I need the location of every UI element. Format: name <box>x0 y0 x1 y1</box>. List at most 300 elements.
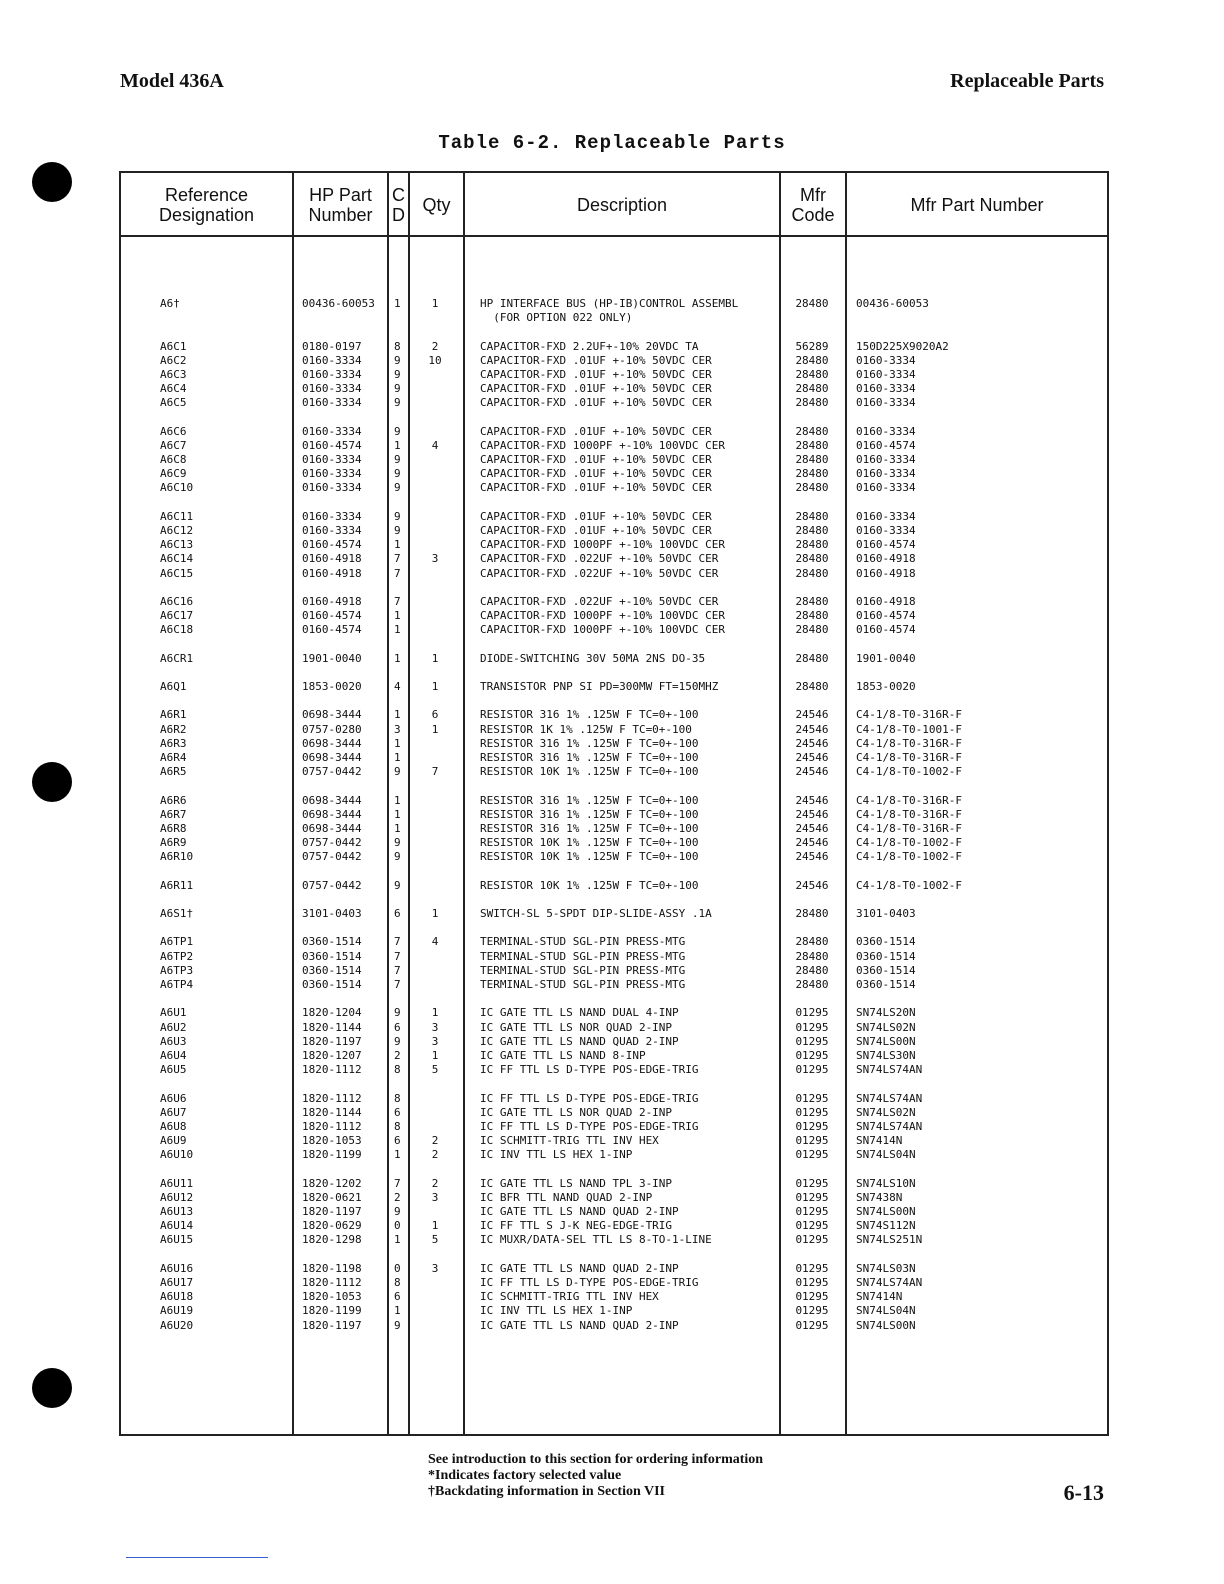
description-cell: SWITCH-SL 5-SPDT DIP-SLIDE-ASSY .1A <box>480 907 712 921</box>
description-cell: CAPACITOR-FXD .01UF +-10% 50VDC CER <box>480 424 712 438</box>
mfr-part-cell: SN74S112N <box>856 1219 916 1233</box>
cd-cell: 7 <box>394 963 401 977</box>
mfr-part-cell: 0160-3334 <box>856 524 916 537</box>
cd-cell: 1 <box>394 1233 401 1247</box>
hp-part-cell: 0160-4574 <box>302 538 362 552</box>
cd-cell: 7 <box>394 935 401 949</box>
mfr-code-cell: 28480 <box>795 438 829 452</box>
hp-part-cell: 0757-0442 <box>302 836 362 850</box>
hp-part-cell: 0757-0442 <box>302 765 362 779</box>
table-row <box>0 1290 1224 1304</box>
description-cell: CAPACITOR-FXD .01UF +-10% 50VDC CER <box>480 396 712 410</box>
cd-cell: 6 <box>394 1105 401 1119</box>
table-row <box>0 1035 1224 1049</box>
description-cell: IC FF TTL LS D-TYPE POS-EDGE-TRIG <box>480 1063 699 1077</box>
ref-cell: A6R6 <box>160 793 187 807</box>
mfr-code-cell: 01295 <box>795 1091 829 1105</box>
ref-cell: A6C7 <box>160 438 187 452</box>
table-row <box>0 879 1224 893</box>
qty-cell: 1 <box>431 297 439 310</box>
description-cell: CAPACITOR-FXD 1000PF +-10% 100VDC CER <box>480 609 726 623</box>
col-header-qty: Qty <box>422 195 451 215</box>
mfr-part-cell: SN74LS00N <box>856 1034 916 1048</box>
cd-cell: 9 <box>394 481 401 495</box>
description-cell: RESISTOR 316 1% .125W F TC=0+-100 <box>480 708 699 722</box>
description-cell: DIODE-SWITCHING 30V 50MA 2NS DO-35 <box>480 651 706 665</box>
cd-cell: 9 <box>394 396 401 410</box>
mfr-code-cell: 28480 <box>795 623 829 637</box>
mfr-code-cell: 01295 <box>795 1275 829 1289</box>
description-cell: RESISTOR 316 1% .125W F TC=0+-100 <box>480 751 699 764</box>
mfr-code-cell: 01295 <box>795 1105 829 1119</box>
description-cell: CAPACITOR-FXD .01UF +-10% 50VDC CER <box>480 481 712 495</box>
cd-cell: 1 <box>394 1304 401 1318</box>
cd-cell: 1 <box>394 438 401 452</box>
mfr-part-cell: 150D225X9020A2 <box>856 339 949 353</box>
col-header-reference: Reference Designation <box>158 185 255 225</box>
ref-cell: A6U16 <box>160 1261 194 1275</box>
footnote-ordering: See introduction to this section for ordering information <box>428 1452 764 1467</box>
description-cell: IC FF TTL LS D-TYPE POS-EDGE-TRIG <box>480 1275 699 1289</box>
description-cell: IC GATE TTL LS NAND QUAD 2-INP <box>480 1034 679 1048</box>
qty-cell: 1 <box>431 722 439 736</box>
qty-cell: 5 <box>431 1063 439 1077</box>
mfr-part-cell: SN7414N <box>856 1134 903 1148</box>
hp-part-cell: 1820-0621 <box>302 1190 362 1204</box>
ref-cell: A6R8 <box>160 821 187 835</box>
table-row <box>0 425 1224 439</box>
description-cell: CAPACITOR-FXD .01UF +-10% 50VDC CER <box>480 353 712 367</box>
mfr-code-cell: 24546 <box>795 821 829 835</box>
hp-part-cell: 0160-4574 <box>302 623 362 637</box>
mfr-part-cell: 1853-0020 <box>856 680 916 694</box>
mfr-part-cell: SN74LS02N <box>856 1105 916 1119</box>
description-cell: TERMINAL-STUD SGL-PIN PRESS-MTG <box>480 949 686 963</box>
mfr-part-cell: 1901-0040 <box>856 651 916 665</box>
ref-cell: A6U6 <box>160 1091 187 1105</box>
hp-part-cell: 0757-0280 <box>302 722 362 736</box>
table-row <box>0 382 1224 396</box>
qty-cell: 2 <box>431 339 439 353</box>
ref-cell: A6C13 <box>160 538 194 552</box>
mfr-code-cell: 24546 <box>795 765 829 779</box>
description-cell: TRANSISTOR PNP SI PD=300MW FT=150MHZ <box>480 680 719 694</box>
hp-part-cell: 1820-1202 <box>302 1176 362 1190</box>
hp-part-cell: 1820-1204 <box>302 1006 362 1020</box>
mfr-code-cell: 24546 <box>795 751 829 764</box>
ref-cell: A6C4 <box>160 382 187 396</box>
binder-hole-bottom <box>32 1368 72 1408</box>
hp-part-cell: 1820-1112 <box>302 1063 362 1077</box>
hp-part-cell: 0160-3334 <box>302 509 362 523</box>
table-row <box>0 723 1224 737</box>
hp-part-cell: 1820-1053 <box>302 1290 362 1304</box>
mfr-part-cell: C4-1/8-T0-1002-F <box>856 850 962 864</box>
qty-cell: 2 <box>431 1148 439 1162</box>
cd-cell: 1 <box>394 538 401 552</box>
mfr-code-cell: 01295 <box>795 1261 829 1275</box>
description-cell: CAPACITOR-FXD .022UF +-10% 50VDC CER <box>480 594 719 608</box>
table-row <box>0 1092 1224 1106</box>
table-row <box>0 1120 1224 1134</box>
mfr-part-cell: SN74LS20N <box>856 1006 916 1020</box>
ref-cell: A6Q1 <box>160 680 187 694</box>
ref-cell: A6R4 <box>160 751 187 764</box>
description-cell: CAPACITOR-FXD 1000PF +-10% 100VDC CER <box>480 623 726 637</box>
model-header: Model 436A <box>120 70 224 92</box>
hp-part-cell: 1853-0020 <box>302 680 362 694</box>
cd-cell: 1 <box>394 651 401 665</box>
mfr-part-cell: 0160-3334 <box>856 509 916 523</box>
hp-part-cell: 0160-3334 <box>302 467 362 481</box>
hp-part-cell: 00436-60053 <box>302 297 375 310</box>
ref-cell: A6U7 <box>160 1105 187 1119</box>
hp-part-cell: 0160-4918 <box>302 594 362 608</box>
hp-part-cell: 1820-1053 <box>302 1134 362 1148</box>
table-row <box>0 765 1224 779</box>
hp-part-cell: 0160-3334 <box>302 481 362 495</box>
cd-cell: 3 <box>394 722 401 736</box>
mfr-code-cell: 28480 <box>795 524 829 537</box>
col-header-description: Description <box>576 195 668 215</box>
ref-cell: A6C3 <box>160 367 187 381</box>
header-divider <box>121 235 1107 237</box>
footnote-factory-selected: *Indicates factory selected value <box>428 1468 622 1483</box>
mfr-part-cell: C4-1/8-T0-1002-F <box>856 765 962 779</box>
description-cell: CAPACITOR-FXD 2.2UF+-10% 20VDC TA <box>480 339 699 353</box>
table-row <box>0 850 1224 864</box>
mfr-part-cell: 0160-3334 <box>856 424 916 438</box>
description-cell: RESISTOR 316 1% .125W F TC=0+-100 <box>480 793 699 807</box>
mfr-code-cell: 28480 <box>795 538 829 552</box>
ref-cell: A6R2 <box>160 722 187 736</box>
table-row <box>0 1021 1224 1035</box>
table-row <box>0 1233 1224 1247</box>
ref-cell: A6U15 <box>160 1233 194 1247</box>
table-row <box>0 680 1224 694</box>
table-row <box>0 368 1224 382</box>
hp-part-cell: 0360-1514 <box>302 963 362 977</box>
ref-cell: A6C10 <box>160 481 194 495</box>
cd-cell: 7 <box>394 949 401 963</box>
description-cell: CAPACITOR-FXD .01UF +-10% 50VDC CER <box>480 524 712 537</box>
cd-cell: 9 <box>394 1006 401 1020</box>
ref-cell: A6C16 <box>160 594 194 608</box>
mfr-code-cell: 28480 <box>795 963 829 977</box>
hp-part-cell: 0160-4918 <box>302 566 362 580</box>
hp-part-cell: 0160-3334 <box>302 353 362 367</box>
qty-cell: 4 <box>431 438 439 452</box>
hp-part-cell: 1820-0629 <box>302 1219 362 1233</box>
hp-part-cell: 3101-0403 <box>302 907 362 921</box>
cd-cell: 8 <box>394 1063 401 1077</box>
table-row <box>0 1134 1224 1148</box>
cd-cell: 9 <box>394 1034 401 1048</box>
description-cell: CAPACITOR-FXD .01UF +-10% 50VDC CER <box>480 382 712 396</box>
table-row <box>0 1276 1224 1290</box>
description-cell: IC FF TTL S J-K NEG-EDGE-TRIG <box>480 1219 673 1233</box>
description-cell: IC SCHMITT-TRIG TTL INV HEX <box>480 1290 659 1304</box>
cd-cell: 7 <box>394 1176 401 1190</box>
table-row <box>0 822 1224 836</box>
qty-cell: 3 <box>431 1190 439 1204</box>
mfr-part-cell: 0160-3334 <box>856 481 916 495</box>
ref-cell: A6U5 <box>160 1063 187 1077</box>
hp-part-cell: 0160-4574 <box>302 609 362 623</box>
mfr-part-cell: 00436-60053 <box>856 297 929 310</box>
hp-part-cell: 0360-1514 <box>302 935 362 949</box>
ref-cell: A6C9 <box>160 467 187 481</box>
ref-cell: A6U20 <box>160 1318 194 1332</box>
cd-cell: 7 <box>394 978 401 991</box>
mfr-part-cell: C4-1/8-T0-316R-F <box>856 736 962 750</box>
mfr-code-cell: 01295 <box>795 1190 829 1204</box>
description-cell: RESISTOR 1K 1% .125W F TC=0+-100 <box>480 722 692 736</box>
ref-cell: A6R3 <box>160 736 187 750</box>
hp-part-cell: 0160-3334 <box>302 524 362 537</box>
table-row <box>0 552 1224 566</box>
description-cell: RESISTOR 316 1% .125W F TC=0+-100 <box>480 821 699 835</box>
table-row <box>0 1319 1224 1333</box>
table-row <box>0 595 1224 609</box>
cd-cell: 8 <box>394 1091 401 1105</box>
ref-cell: A6C5 <box>160 396 187 410</box>
hp-part-cell: 1820-1112 <box>302 1091 362 1105</box>
table-row <box>0 1304 1224 1318</box>
cd-cell: 8 <box>394 1119 401 1133</box>
mfr-code-cell: 01295 <box>795 1219 829 1233</box>
mfr-part-cell: 0360-1514 <box>856 978 916 991</box>
description-cell: TERMINAL-STUD SGL-PIN PRESS-MTG <box>480 978 686 991</box>
mfr-code-cell: 28480 <box>795 353 829 367</box>
table-row <box>0 652 1224 666</box>
table-row <box>0 751 1224 765</box>
ref-cell: A6U14 <box>160 1219 194 1233</box>
table-row <box>0 737 1224 751</box>
hp-part-cell: 1820-1144 <box>302 1105 362 1119</box>
hp-part-cell: 1820-1198 <box>302 1261 362 1275</box>
ref-cell: A6U9 <box>160 1134 187 1148</box>
mfr-code-cell: 28480 <box>795 453 829 467</box>
table-row <box>0 907 1224 921</box>
hp-part-cell: 1820-1197 <box>302 1205 362 1218</box>
description-cell: IC GATE TTL LS NOR QUAD 2-INP <box>480 1020 673 1034</box>
mfr-part-cell: 3101-0403 <box>856 907 916 921</box>
cd-cell: 9 <box>394 382 401 396</box>
description-cell: RESISTOR 10K 1% .125W F TC=0+-100 <box>480 850 699 864</box>
description-cell: IC GATE TTL LS NAND QUAD 2-INP <box>480 1318 679 1332</box>
mfr-part-cell: C4-1/8-T0-316R-F <box>856 821 962 835</box>
col-header-mfr-part: Mfr Part Number <box>910 195 1044 215</box>
table-row <box>0 1219 1224 1233</box>
hp-part-cell: 0698-3444 <box>302 807 362 821</box>
table-row <box>0 1106 1224 1120</box>
cd-cell: 9 <box>394 424 401 438</box>
mfr-code-cell: 28480 <box>795 949 829 963</box>
mfr-code-cell: 24546 <box>795 878 829 892</box>
table-row <box>0 354 1224 368</box>
mfr-code-cell: 24546 <box>795 850 829 864</box>
table-row <box>0 1191 1224 1205</box>
cd-cell: 9 <box>394 353 401 367</box>
table-row <box>0 510 1224 524</box>
mfr-code-cell: 01295 <box>795 1063 829 1077</box>
mfr-code-cell: 24546 <box>795 836 829 850</box>
cd-cell: 1 <box>394 793 401 807</box>
cd-cell: 6 <box>394 1020 401 1034</box>
mfr-part-cell: SN74LS74AN <box>856 1063 923 1077</box>
mfr-code-cell: 28480 <box>795 935 829 949</box>
description-cell: IC GATE TTL LS NAND QUAD 2-INP <box>480 1261 679 1275</box>
description-cell: TERMINAL-STUD SGL-PIN PRESS-MTG <box>480 935 686 949</box>
table-row <box>0 1177 1224 1191</box>
description-cell: RESISTOR 316 1% .125W F TC=0+-100 <box>480 736 699 750</box>
mfr-code-cell: 01295 <box>795 1176 829 1190</box>
table-row <box>0 439 1224 453</box>
ref-cell: A6U4 <box>160 1048 187 1062</box>
mfr-part-cell: 0160-4918 <box>856 566 916 580</box>
mfr-part-cell: 0160-3334 <box>856 467 916 481</box>
ref-cell: A6R5 <box>160 765 187 779</box>
mfr-part-cell: 0160-4918 <box>856 552 916 566</box>
qty-cell: 1 <box>431 1006 439 1020</box>
table-row <box>0 1205 1224 1219</box>
table-row <box>0 836 1224 850</box>
description-cell: IC MUXR/DATA-SEL TTL LS 8-TO-1-LINE <box>480 1233 712 1247</box>
ref-cell: A6C8 <box>160 453 187 467</box>
cd-cell: 1 <box>394 297 401 310</box>
table-row <box>0 311 1224 325</box>
qty-cell: 3 <box>431 1261 439 1275</box>
mfr-part-cell: SN74LS02N <box>856 1020 916 1034</box>
mfr-code-cell: 28480 <box>795 467 829 481</box>
cd-cell: 9 <box>394 367 401 381</box>
mfr-part-cell: SN74LS00N <box>856 1205 916 1218</box>
table-row <box>0 1049 1224 1063</box>
ref-cell: A6U12 <box>160 1190 194 1204</box>
scan-underline <box>126 1557 268 1558</box>
table-row <box>0 1006 1224 1020</box>
mfr-part-cell: 0160-4574 <box>856 609 916 623</box>
ref-cell: A6C1 <box>160 339 187 353</box>
table-row <box>0 623 1224 637</box>
mfr-code-cell: 01295 <box>795 1034 829 1048</box>
mfr-part-cell: SN74LS00N <box>856 1318 916 1332</box>
cd-cell: 1 <box>394 708 401 722</box>
table-row <box>0 978 1224 992</box>
hp-part-cell: 1820-1197 <box>302 1318 362 1332</box>
col-header-mfr-code: Mfr Code <box>791 185 835 225</box>
qty-cell: 2 <box>431 1176 439 1190</box>
table-row <box>0 935 1224 949</box>
ref-cell: A6U17 <box>160 1275 194 1289</box>
cd-cell: 6 <box>394 1290 401 1304</box>
cd-cell: 4 <box>394 680 401 694</box>
qty-cell: 1 <box>431 1048 439 1062</box>
description-cell: CAPACITOR-FXD .01UF +-10% 50VDC CER <box>480 509 712 523</box>
ref-cell: A6U8 <box>160 1119 187 1133</box>
ref-cell: A6U18 <box>160 1290 194 1304</box>
ref-cell: A6C15 <box>160 566 194 580</box>
hp-part-cell: 1820-1112 <box>302 1275 362 1289</box>
ref-cell: A6R9 <box>160 836 187 850</box>
ref-cell: A6TP4 <box>160 978 194 991</box>
ref-cell: A6R7 <box>160 807 187 821</box>
ref-cell: A6C2 <box>160 353 187 367</box>
mfr-code-cell: 28480 <box>795 552 829 566</box>
mfr-code-cell: 28480 <box>795 594 829 608</box>
section-header: Replaceable Parts <box>950 70 1104 92</box>
mfr-part-cell: SN7414N <box>856 1290 903 1304</box>
cd-cell: 8 <box>394 1275 401 1289</box>
mfr-code-cell: 28480 <box>795 978 829 991</box>
qty-cell: 3 <box>431 552 439 566</box>
cd-cell: 7 <box>394 566 401 580</box>
table-title: Table 6-2. Replaceable Parts <box>438 132 786 154</box>
table-row <box>0 964 1224 978</box>
ref-cell: A6† <box>160 297 180 310</box>
table-row <box>0 708 1224 722</box>
description-cell: IC BFR TTL NAND QUAD 2-INP <box>480 1190 653 1204</box>
description-cell: CAPACITOR-FXD .022UF +-10% 50VDC CER <box>480 566 719 580</box>
mfr-code-cell: 28480 <box>795 382 829 396</box>
hp-part-cell: 0698-3444 <box>302 736 362 750</box>
cd-cell: 9 <box>394 1205 401 1218</box>
cd-cell: 9 <box>394 524 401 537</box>
description-cell: RESISTOR 10K 1% .125W F TC=0+-100 <box>480 765 699 779</box>
description-cell: IC INV TTL LS HEX 1-INP <box>480 1148 633 1162</box>
mfr-code-cell: 01295 <box>795 1134 829 1148</box>
cd-cell: 1 <box>394 1148 401 1162</box>
mfr-code-cell: 01295 <box>795 1148 829 1162</box>
table-row <box>0 567 1224 581</box>
ref-cell: A6C18 <box>160 623 194 637</box>
description-cell: RESISTOR 10K 1% .125W F TC=0+-100 <box>480 836 699 850</box>
mfr-part-cell: 0360-1514 <box>856 949 916 963</box>
table-row <box>0 1262 1224 1276</box>
cd-cell: 8 <box>394 339 401 353</box>
table-row <box>0 467 1224 481</box>
ref-cell: A6C12 <box>160 524 194 537</box>
col-header-hp-part: HP Part Number <box>308 185 373 225</box>
description-cell: TERMINAL-STUD SGL-PIN PRESS-MTG <box>480 963 686 977</box>
mfr-code-cell: 28480 <box>795 651 829 665</box>
mfr-part-cell: C4-1/8-T0-316R-F <box>856 793 962 807</box>
ref-cell: A6TP1 <box>160 935 194 949</box>
cd-cell: 9 <box>394 1318 401 1332</box>
hp-part-cell: 0160-3334 <box>302 396 362 410</box>
hp-part-cell: 0698-3444 <box>302 751 362 764</box>
cd-cell: 9 <box>394 850 401 864</box>
qty-cell: 1 <box>431 680 439 694</box>
mfr-part-cell: C4-1/8-T0-1001-F <box>856 722 962 736</box>
hp-part-cell: 1820-1199 <box>302 1148 362 1162</box>
mfr-part-cell: SN7438N <box>856 1190 903 1204</box>
cd-cell: 6 <box>394 1134 401 1148</box>
cd-cell: 6 <box>394 907 401 921</box>
description-cell: CAPACITOR-FXD .01UF +-10% 50VDC CER <box>480 467 712 481</box>
cd-cell: 1 <box>394 751 401 764</box>
cd-cell: 1 <box>394 807 401 821</box>
description-cell: IC FF TTL LS D-TYPE POS-EDGE-TRIG <box>480 1119 699 1133</box>
hp-part-cell: 1820-1112 <box>302 1119 362 1133</box>
table-row <box>0 1148 1224 1162</box>
table-row <box>0 950 1224 964</box>
hp-part-cell: 0160-3334 <box>302 424 362 438</box>
cd-cell: 1 <box>394 821 401 835</box>
hp-part-cell: 0160-3334 <box>302 382 362 396</box>
table-row <box>0 396 1224 410</box>
